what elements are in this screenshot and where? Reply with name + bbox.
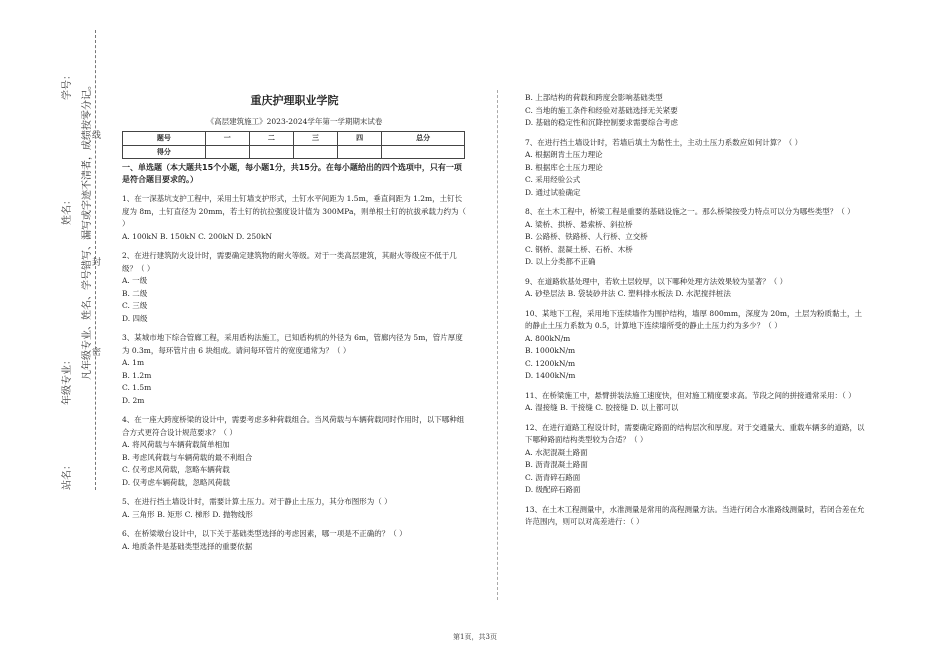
- binding-notice: 凡年级专业、姓名、学号错写、漏写或字迹不清者，成绩按零分记。: [82, 80, 93, 380]
- line-mark: 线: [92, 131, 102, 141]
- question: [525, 390, 865, 415]
- score-header: 总分: [382, 132, 465, 146]
- binding-margin: [0, 0, 110, 672]
- question: [122, 496, 467, 521]
- question: [525, 206, 865, 269]
- question-stem: 13、在土木工程测量中，水准测量是常用的高程测量方法。当进行闭合水准路线测量时，若闭合差在允许范围内，则可以对高差进行：（ ）: [525, 504, 865, 526]
- question-stem: 6、在桥梁墩台设计中，以下关于基础类型选择的考虑因素，哪一项是不正确的？（ ）: [122, 529, 407, 538]
- question-stem: 3、某城市地下综合管廊工程，采用盾构法施工，已知盾构机的外径为 6m，管廊内径为 5m，管片厚度为 0.3m，每环管片由 6 块组成。请问每环管片的宽度通常为？（ ）: [122, 333, 463, 355]
- answer-option: C. 当地的施工条件和经验对基础选择无关紧要: [525, 105, 678, 115]
- answer-option: B. 考虑风荷载与车辆荷载的最不利组合: [122, 452, 253, 462]
- question: [525, 422, 865, 497]
- question: [122, 332, 467, 407]
- seal-mark: 密: [92, 348, 102, 358]
- answer-option: D. 基础的稳定性和沉降控制要求需要综合考虑: [525, 118, 679, 127]
- question: [122, 414, 467, 489]
- answer-option: B. 根据库仑土压力理论: [525, 162, 603, 172]
- score-table: [122, 131, 465, 159]
- answer-option: A. 100kN B. 150kN C. 200kN D. 250kN: [122, 231, 273, 241]
- answer-option: B. 公路桥、铁路桥、人行桥、立交桥: [525, 232, 648, 241]
- answer-option: C. 仅考虑风荷载，忽略车辆荷载: [122, 465, 230, 474]
- answer-option: D. 通过试验确定: [525, 187, 581, 197]
- answer-option: B. 沥青混凝土路面: [525, 460, 588, 469]
- answer-option: D. 四级: [122, 313, 148, 323]
- answer-option: D. 仅考虑车辆荷载，忽略风荷载: [122, 477, 231, 487]
- answer-option: A. 一级: [122, 276, 148, 285]
- answer-option: B. 二级: [122, 288, 148, 298]
- score-cell[interactable]: [293, 145, 337, 159]
- exam-title: 《高层建筑施工》2023-2024学年第一学期期末试卷: [206, 116, 383, 126]
- answer-option: D. 2m: [122, 395, 145, 405]
- answer-option: C. 1200kN/m: [525, 358, 576, 368]
- answer-option: D. 以上分类都不正确: [525, 257, 596, 266]
- question-stem: 1、在一深基坑支护工程中，采用土钉墙支护形式，土钉水平间距为 1.5m，垂直间距为 1.2m，土钉长度为 8m，土钉直径为 20mm，若土钉的抗拉强度设计值为 300MPa，则单根土钉的抗拔承载力约为（ ）: [122, 194, 466, 228]
- answer-option: C. 1.5m: [122, 383, 152, 392]
- answer-option: A. 砂垫层法 B. 袋装砂井法 C. 塑料排水板法 D. 水泥搅拌桩法: [525, 289, 731, 298]
- question: [525, 137, 865, 200]
- score-cell[interactable]: [338, 145, 382, 159]
- answer-option: A. 根据朗肯土压力理论: [525, 150, 603, 159]
- score-row-label: 得分: [123, 145, 206, 159]
- score-cell[interactable]: [249, 145, 293, 159]
- score-cell[interactable]: [205, 145, 249, 159]
- question: [525, 504, 865, 529]
- name-label: 姓名：: [62, 195, 73, 225]
- answer-option: D. 1400kN/m: [525, 371, 576, 380]
- answer-option: A. 1m: [122, 358, 145, 367]
- page-footer: 第1页，共3页: [453, 633, 497, 641]
- answer-option: A. 湿接缝 B. 干接缝 C. 胶接缝 D. 以上都可以: [525, 403, 679, 412]
- left-column: [122, 95, 467, 553]
- column-divider: [497, 90, 498, 600]
- station-label: 站名：: [62, 460, 73, 490]
- question-stem: 5、在进行挡土墙设计时，需要计算土压力。对于静止土压力，其分布图形为（ ）: [122, 497, 392, 506]
- question: [122, 193, 467, 243]
- left-question-list: [122, 193, 467, 553]
- answer-option: C. 沥青碎石路面: [525, 472, 581, 482]
- question-stem: 2、在进行建筑防火设计时，需要确定建筑物的耐火等级。对于一类高层建筑，其耐火等级应不低于几级？（ ）: [122, 251, 457, 273]
- answer-option: A. 梁桥、拱桥、悬索桥、斜拉桥: [525, 219, 633, 229]
- score-header: 题号: [123, 132, 206, 146]
- answer-option: A. 将风荷载与车辆荷载简单相加: [122, 440, 230, 449]
- answer-option: A. 三角形 B. 矩形 C. 梯形 D. 抛物线形: [122, 509, 253, 519]
- school-name: 重庆护理职业学院: [250, 94, 339, 107]
- answer-option: C. 三级: [122, 301, 148, 310]
- score-header: 四: [338, 132, 382, 146]
- score-header: 二: [249, 132, 293, 146]
- score-header: 三: [293, 132, 337, 146]
- question-stem: 10、某地下工程，采用地下连续墙作为围护结构，墙厚 800mm，深度为 20m，土层为粉质黏土，土的静止土压力系数为 0.5，计算地下连续墙所受的静止土压力约为多少？（ ）: [525, 308, 863, 330]
- sealed-mark: 封: [92, 258, 102, 268]
- question: [525, 276, 865, 301]
- question: [525, 92, 865, 130]
- question-stem: 9、在道路软基处理中，若软土层较厚，以下哪种处理方法效果较为显著？（ ）: [525, 276, 788, 286]
- student-id-label: 学号：: [62, 70, 73, 100]
- answer-option: A. 地质条件是基础类型选择的重要依据: [122, 541, 253, 551]
- answer-option: B. 1.2m: [122, 370, 152, 380]
- answer-option: B. 上部结构的荷载和跨度会影响基础类型: [525, 93, 663, 102]
- answer-option: C. 钢桥、混凝土桥、石桥、木桥: [525, 244, 633, 254]
- question-stem: 4、在一座大跨度桥梁的设计中，需要考虑多种荷载组合。当风荷载与车辆荷载同时作用时，以下哪种组合方式更符合设计规范要求？（ ）: [122, 415, 465, 437]
- right-question-list: [525, 92, 865, 529]
- score-header: 一: [205, 132, 249, 146]
- answer-option: C. 采用经验公式: [525, 175, 581, 184]
- question: [525, 308, 865, 383]
- question-stem: 8、在土木工程中，桥梁工程是重要的基础设施之一。那么桥梁按受力特点可以分为哪些类型？（ ）: [525, 207, 855, 216]
- right-column: [525, 92, 865, 529]
- answer-option: A. 水泥混凝土路面: [525, 447, 588, 457]
- grade-major-label: 年级专业：: [62, 355, 73, 405]
- score-cell[interactable]: [382, 145, 465, 159]
- answer-option: B. 1000kN/m: [525, 346, 576, 355]
- question-stem: 12、在进行道路工程设计时，需要确定路面的结构层次和厚度。对于交通量大、重载车辆多的道路，以下哪种路面结构类型较为合适？（ ）: [525, 422, 865, 444]
- question-stem: 7、在进行挡土墙设计时，若墙后填土为黏性土，主动土压力系数应如何计算？（ ）: [525, 137, 803, 147]
- section1-title: 一、单选题（本大题共15个小题，每小题1分，共15分。在每小题给出的四个选项中，只有一项是符合题目要求的。）: [122, 163, 462, 184]
- question: [122, 250, 467, 325]
- answer-option: D. 级配碎石路面: [525, 485, 581, 494]
- question-stem: 11、在桥梁施工中，悬臂拼装法施工速度快，但对施工精度要求高。节段之间的拼接通常采用：（ ）: [525, 390, 856, 400]
- answer-option: A. 800kN/m: [525, 333, 571, 343]
- question: [122, 528, 467, 553]
